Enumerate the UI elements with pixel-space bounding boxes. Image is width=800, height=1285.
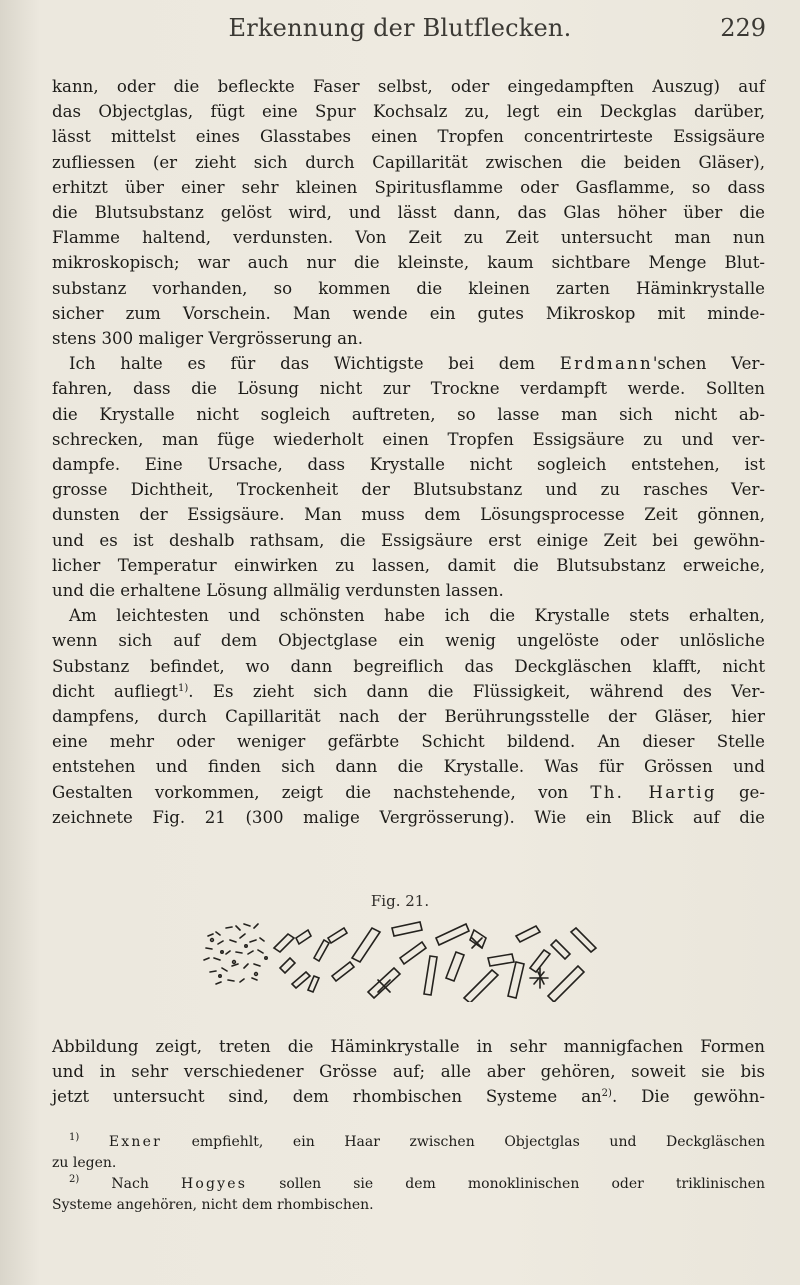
paragraph-3	[52, 603, 765, 830]
footnote-1	[52, 1132, 765, 1174]
text-line: erhitzt über einer sehr kleinen Spiritusflamme oder Gasflamme, so dass	[52, 177, 765, 197]
text-line: Substanz befindet, wo dann begreiflich das Deckgläschen klafft, nicht	[52, 656, 765, 676]
text-line: wenn sich auf dem Objectglase ein wenig ungelöste oder unlösliche	[52, 631, 765, 651]
medium-crystals	[274, 928, 354, 992]
author-name-hartig: Th. Hartig	[590, 782, 717, 802]
text-line: jetzt untersucht sind, dem rhombischen Systeme $an^{2)}$. Die gewöhn-	[52, 1087, 765, 1107]
text-line: kann, oder die befleckte Faser selbst, oder eingedampften Auszug) auf	[52, 77, 765, 96]
star-crystal-cluster	[530, 968, 548, 988]
footnote-line: zu legen.	[52, 1155, 117, 1171]
text-line: Ich halte es für das Wichtigste bei dem Erdmann'schen Ver-	[69, 354, 765, 374]
text-line: lässt mittelst eines Glasstabes einen Tropfen concentrirteste Essigsäure	[52, 127, 765, 147]
page-number: 229	[720, 14, 766, 42]
footnote-line: $^{2)}$ Nach Hogyes sollen sie dem monoklinischen oder triklinischen	[69, 1174, 765, 1192]
text-line: entstehen und finden sich dann die Krystalle. Was für Grössen und	[52, 757, 765, 777]
text-after-figure	[52, 1034, 765, 1110]
author-name-erdmann: Erdmann	[559, 354, 653, 374]
hemin-crystals-figure	[196, 918, 606, 1002]
paragraph-2	[52, 351, 765, 603]
text-line: sicher zum Vorschein. Man wende ein gutes Mikroskop mit minde-	[52, 303, 765, 323]
text-line: fahren, dass die Lösung nicht zur Trockne verdampft werde. Sollten	[52, 379, 765, 399]
figure-caption: Fig. 21.	[370, 892, 430, 910]
text-line: und in sehr verschiedener Grösse auf; alle aber gehören, soweit sie bis	[52, 1062, 765, 1082]
text-line: stens 300 maliger Vergrösserung an.	[52, 329, 363, 349]
running-title: Erkennung der Blutflecken.	[228, 14, 572, 42]
text-line: eine mehr oder weniger gefärbte Schicht bildend. An dieser Stelle	[52, 732, 765, 752]
author-name-exner: Exner	[108, 1134, 162, 1150]
text-line: dampfe. Eine Ursache, dass Krystalle nicht sogleich entstehen, ist	[52, 455, 765, 475]
footnote-ref-2[interactable]: 2)	[601, 1088, 612, 1100]
body-text	[52, 74, 765, 830]
text-line: und die erhaltene Lösung allmälig verdunsten lassen.	[52, 581, 504, 601]
paragraph-1	[52, 74, 765, 351]
text-line: zeichnete Fig. 21 (300 malige Vergrösserung). Wie ein Blick auf die	[52, 807, 765, 827]
text-line: dampfens, durch Capillarität nach der Berührungsstelle der Gläser, hier	[52, 707, 765, 727]
author-name-hogyes: Hogyes	[180, 1176, 248, 1192]
text-line: mikroskopisch; war auch nur die kleinste, kaum sichtbare Menge Blut-	[52, 253, 765, 273]
text-line: Abbildung zeigt, treten die Häminkrystalle in sehr mannigfachen Formen	[52, 1037, 765, 1056]
text-line: dunsten der Essigsäure. Man muss dem Lösungsprocesse Zeit gönnen,	[52, 505, 765, 525]
text-line: die Blutsubstanz gelöst wird, und lässt dann, das Glas höher über die	[52, 203, 765, 223]
text-line: zufliessen (er zieht sich durch Capillarität zwischen die beiden Gläser),	[52, 152, 765, 172]
footnotes	[52, 1132, 765, 1216]
text-line: und es ist deshalb rathsam, die Essigsäure erst einige Zeit bei gewöhn-	[52, 530, 765, 550]
text-line: grosse Dichtheit, Trockenheit der Blutsubstanz und zu rasches Ver-	[52, 480, 765, 500]
text-line: Am leichtesten und schönsten habe ich die Krystalle stets erhalten,	[69, 606, 765, 626]
footnote-2	[52, 1174, 765, 1216]
text-line: die Krystalle nicht sogleich auftreten, so lasse man sich nicht ab-	[52, 404, 765, 424]
footnote-line: Systeme angehören, nicht dem rhombischen.	[52, 1197, 374, 1213]
running-head	[0, 14, 800, 50]
footnote-line: $^{1)}$ Exner empfiehlt, ein Haar zwischen Objectglas und Deckgläschen	[69, 1132, 765, 1150]
text-line: Flamme haltend, verdunsten. Von Zeit zu Zeit untersucht man nun	[52, 228, 765, 248]
text-line: schrecken, man füge wiederholt einen Tropfen Essigsäure zu und ver-	[52, 429, 765, 449]
text-line: substanz vorhanden, so kommen die kleinen zarten Häminkrystalle	[52, 278, 765, 298]
twin-crystal	[378, 938, 482, 992]
text-line: das Objectglas, fügt eine Spur Kochsalz zu, legt ein Deckglas darüber,	[52, 102, 765, 122]
footnote-ref-1[interactable]: 1)	[177, 682, 189, 694]
paragraph-4	[52, 1034, 765, 1110]
small-crystal-cluster	[204, 924, 267, 984]
text-line: dicht aufliegt$^{1)}$. Es zieht sich dann die Flüssigkeit, während des Ver-	[52, 681, 766, 701]
text-line: licher Temperatur einwirken zu lassen, damit die Blutsubstanz erweiche,	[52, 555, 765, 575]
text-line: Gestalten vorkommen, zeigt die nachstehende, von Th. Hartig ge-	[52, 782, 765, 802]
